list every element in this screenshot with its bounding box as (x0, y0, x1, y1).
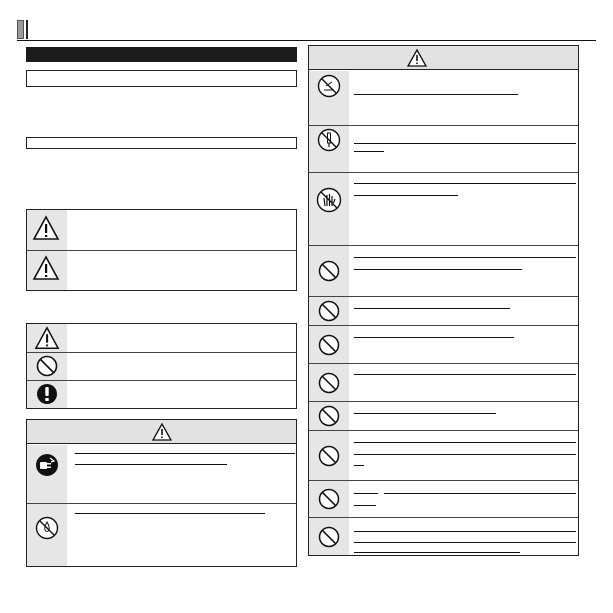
prohibition-circle-icon (318, 445, 340, 467)
prohibition-circle-icon (318, 260, 340, 282)
header-tab-edge (26, 20, 28, 39)
warning-table-left (26, 419, 297, 567)
header-rule (17, 40, 596, 41)
subheading-box (26, 70, 297, 87)
text-line (354, 442, 576, 443)
warning-triangle-icon (151, 422, 173, 442)
prohibition-circle-icon (318, 372, 340, 394)
text-line (354, 493, 378, 494)
legend-divider (27, 250, 296, 251)
text-line (354, 552, 520, 553)
no-disassembly-icon (317, 128, 341, 152)
no-water-icon (317, 74, 341, 98)
text-line (354, 269, 522, 270)
row-divider (309, 480, 578, 481)
warning-header (27, 420, 296, 444)
text-line (354, 151, 384, 152)
second-subheading-box (26, 137, 297, 149)
text-line (75, 513, 265, 514)
row-divider (27, 503, 296, 504)
text-line (75, 453, 295, 454)
text-line (354, 413, 496, 414)
text-line (354, 465, 364, 466)
row-divider (309, 125, 578, 126)
prohibition-circle-icon (318, 488, 340, 510)
text-line (354, 374, 576, 375)
text-line (354, 531, 576, 532)
prohibition-circle-icon (318, 526, 340, 548)
unplug-plug-icon (35, 453, 59, 477)
section-title-bar (26, 47, 297, 62)
text-line (354, 143, 576, 144)
text-line (354, 337, 514, 338)
warning-triangle-icon (34, 325, 60, 351)
warning-table-right (308, 45, 579, 556)
text-line (354, 257, 576, 258)
text-line (354, 94, 518, 95)
warning-header (309, 46, 578, 70)
text-line (354, 195, 458, 196)
row-divider (309, 245, 578, 246)
text-line (354, 454, 576, 455)
prohibition-circle-icon (36, 355, 58, 377)
no-water-icon (35, 516, 59, 540)
text-line (354, 542, 576, 543)
prohibition-circle-icon (318, 405, 340, 427)
text-line (75, 464, 227, 465)
prohibition-circle-icon (318, 300, 340, 322)
text-line (354, 308, 510, 309)
warning-triangle-icon (32, 254, 60, 282)
row-divider (309, 325, 578, 326)
header-tab (17, 20, 24, 39)
hazard-legend-table (26, 209, 297, 291)
row-divider (309, 363, 578, 364)
text-line (384, 493, 576, 494)
row-divider (309, 172, 578, 173)
text-line (354, 505, 376, 506)
symbol-divider (27, 352, 296, 353)
row-divider (309, 430, 578, 431)
do-not-touch-icon (316, 187, 342, 213)
exclamation-circle-icon (36, 383, 58, 405)
warning-triangle-icon (406, 48, 428, 68)
row-divider (309, 401, 578, 402)
text-line (354, 183, 576, 184)
prohibition-circle-icon (318, 334, 340, 356)
warning-triangle-icon (32, 214, 60, 242)
symbol-key-table (26, 323, 297, 409)
row-divider (309, 517, 578, 518)
symbol-divider (27, 380, 296, 381)
row-divider (309, 296, 578, 297)
